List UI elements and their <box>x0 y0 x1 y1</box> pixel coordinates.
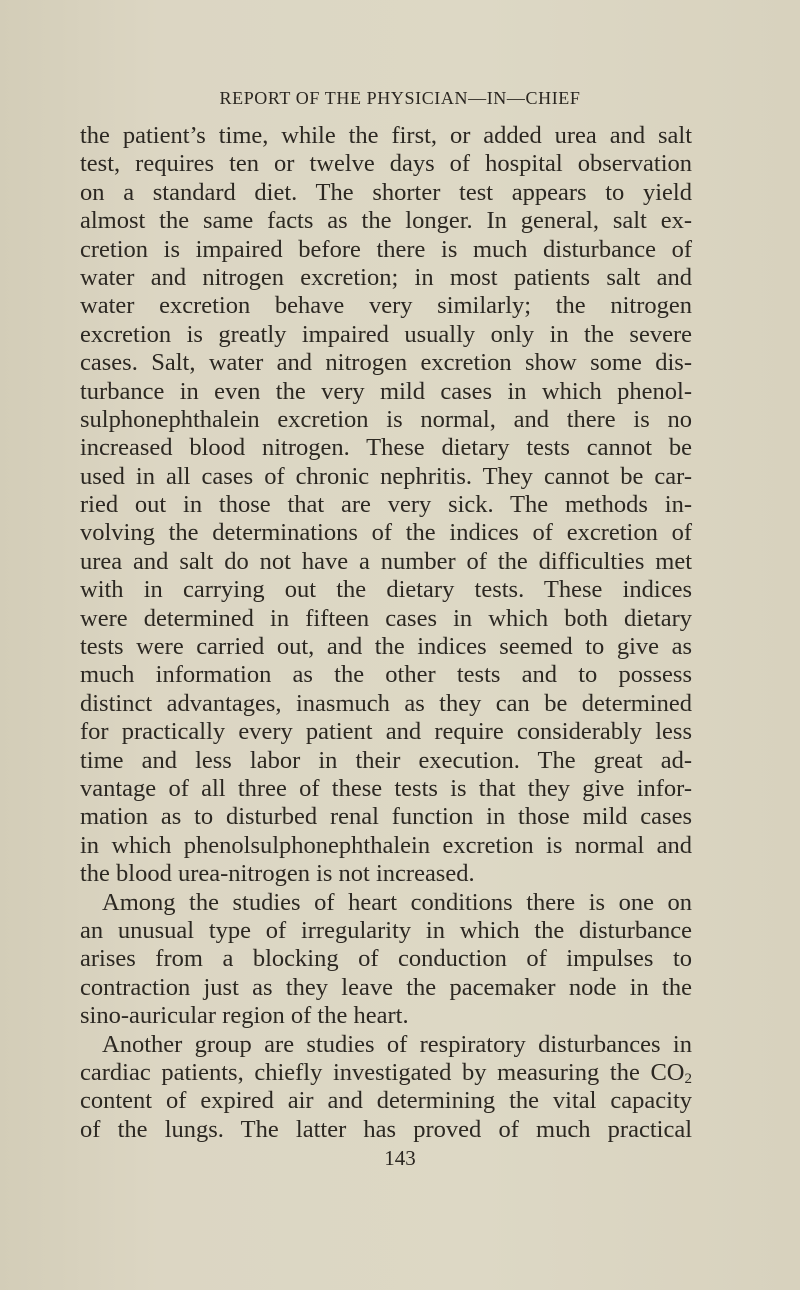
text-line <box>80 236 692 264</box>
text-line-content: almost the same facts as the longer. In general, salt ex- <box>80 207 692 235</box>
text-line-content: water and nitrogen excretion; in most patients salt and <box>80 263 692 291</box>
text-line-content: with in carrying out the dietary tests. These indices <box>80 576 692 604</box>
text-line-content: cretion is impaired before there is much disturbance of <box>80 235 692 263</box>
text-line <box>80 775 692 803</box>
body-text <box>80 122 692 1144</box>
text-line <box>80 1031 692 1059</box>
text-line-content: distinct advantages, inasmuch as they can be determined <box>80 689 692 717</box>
text-line-content: were determined in fifteen cases in which both dietary <box>80 604 692 632</box>
text-line-content: much information as the other tests and to possess <box>80 661 692 689</box>
text-line-content: water excretion behave very similarly; the nitrogen <box>80 292 692 320</box>
text-line <box>80 1116 692 1144</box>
text-line-content: tests were carried out, and the indices seemed to give as <box>80 633 692 661</box>
text-line <box>80 548 692 576</box>
text-line-content: sulphonephthalein excretion is normal, and there is no <box>80 405 692 433</box>
text-line <box>80 349 692 377</box>
text-line <box>80 179 692 207</box>
text-line <box>80 122 692 150</box>
text-line <box>80 803 692 831</box>
text-line-content: test, requires ten or twelve days of hospital observation <box>80 150 692 178</box>
text-line <box>80 1059 692 1087</box>
text-line-content: Among the studies of heart conditions there is one on <box>102 888 692 916</box>
text-line-content: on a standard diet. The shorter test appears to yield <box>80 178 692 206</box>
text-line <box>80 321 692 349</box>
text-line-content: time and less labor in their execution. The great ad- <box>80 746 692 774</box>
text-line-content: of the lungs. The latter has proved of much practical <box>80 1115 692 1143</box>
text-line <box>80 264 692 292</box>
text-line-content: the blood urea-nitrogen is not increased. <box>80 860 475 888</box>
text-line-content: vantage of all three of these tests is that they give infor- <box>80 774 692 802</box>
text-line-content: turbance in even the very mild cases in which phenol- <box>80 377 692 405</box>
running-head: REPORT OF THE PHYSICIAN—IN—CHIEF <box>219 88 581 108</box>
text-line <box>80 576 692 604</box>
text-line <box>80 747 692 775</box>
text-line-content: content of expired air and determining the vital capacity <box>80 1087 692 1115</box>
text-line-content: excretion is greatly impaired usually only in the severe <box>80 320 692 348</box>
text-line <box>80 718 692 746</box>
text-line <box>80 945 692 973</box>
text-line-content: arises from a blocking of conduction of impulses to <box>80 945 692 973</box>
text-line-content: contraction just as they leave the pacemaker node in the <box>80 973 692 1001</box>
text-line-content: the patient’s time, while the first, or added urea and salt <box>80 122 692 149</box>
text-line-content: urea and salt do not have a number of the difficulties met <box>80 547 692 575</box>
text-line <box>80 1002 692 1030</box>
text-line <box>80 406 692 434</box>
text-line-content: increased blood nitrogen. These dietary tests cannot be <box>80 434 692 462</box>
subscript: 2 <box>684 1070 692 1087</box>
text-line <box>80 605 692 633</box>
text-line-content: for practically every patient and require considerably less <box>80 718 692 746</box>
text-line <box>80 917 692 945</box>
text-line <box>80 150 692 178</box>
text-line <box>80 661 692 689</box>
text-line <box>80 690 692 718</box>
text-line-content: cardiac patients, chiefly investigated by measuring the CO <box>80 1058 685 1086</box>
text-line <box>80 860 692 888</box>
text-line-content: ried out in those that are very sick. The methods in- <box>80 491 692 519</box>
text-line <box>80 519 692 547</box>
page-number: 143 <box>384 1146 416 1170</box>
text-line <box>80 1087 692 1115</box>
text-line-content: in which phenolsulphonephthalein excretion is normal and <box>80 831 692 859</box>
text-line <box>80 378 692 406</box>
text-line <box>80 434 692 462</box>
text-line-content: sino-auricular region of the heart. <box>80 1002 409 1030</box>
text-line-content: volving the determinations of the indices of excretion of <box>80 519 692 547</box>
text-line <box>80 207 692 235</box>
text-line-content: cases. Salt, water and nitrogen excretion show some dis- <box>80 349 692 377</box>
text-line <box>80 974 692 1002</box>
text-line <box>80 463 692 491</box>
text-line-content: mation as to disturbed renal function in those mild cases <box>80 803 692 831</box>
text-line <box>80 889 692 917</box>
text-line <box>80 491 692 519</box>
text-line <box>80 292 692 320</box>
text-line-content: used in all cases of chronic nephritis. They cannot be car- <box>80 462 692 490</box>
text-line <box>80 633 692 661</box>
text-line-content: an unusual type of irregularity in which the disturbance <box>80 916 692 944</box>
text-line-content: Another group are studies of respiratory disturbances in <box>102 1030 692 1058</box>
text-line <box>80 832 692 860</box>
